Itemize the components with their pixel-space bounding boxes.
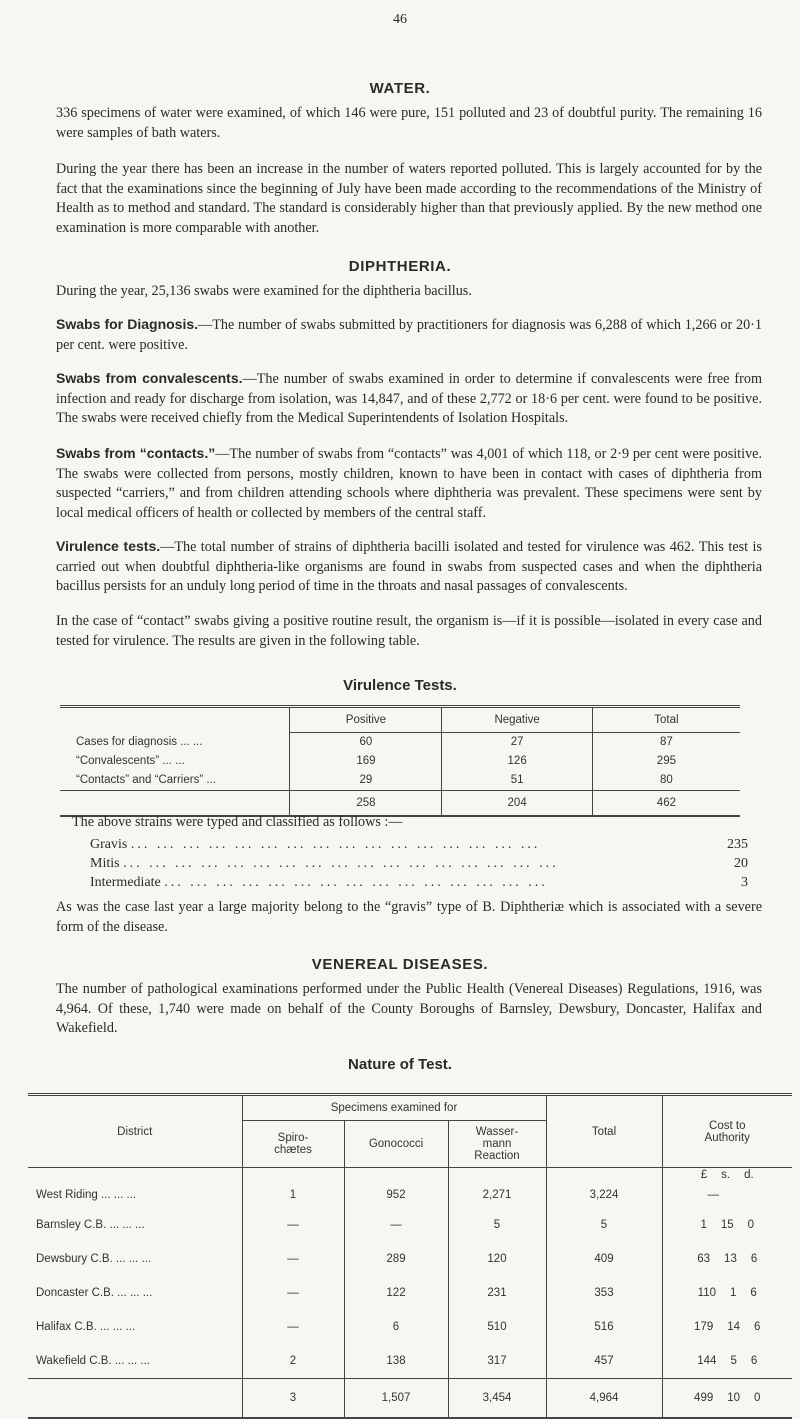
table-row (28, 1276, 792, 1310)
total-wassermann: 3,454 (448, 1378, 546, 1418)
total-positive: 258 (290, 790, 442, 816)
diagnosis-text: —The number of swabs submitted by practitioners for diagnosis was 6,288 of which 1,266 or 20·1 per cent. were positive. (56, 317, 762, 353)
virulence-table-caption: Virulence Tests. (343, 677, 457, 694)
district-name: Wakefield C.B. ... ... ... (36, 1354, 150, 1367)
cell-value: 169 (290, 752, 442, 771)
district-name: West Riding ... ... ... (36, 1189, 137, 1201)
cost-pence: 0 (754, 1391, 761, 1404)
cell-value: — (242, 1276, 344, 1310)
contacts-lead: Swabs from “contacts.” (56, 445, 216, 461)
district-name: Doncaster C.B. ... ... ... (36, 1287, 153, 1299)
virulence-paragraph (56, 537, 762, 597)
cell-value: 2,271 (448, 1182, 546, 1208)
convalescents-paragraph (56, 369, 762, 429)
list-item: Gravis ... ... ... ... ... ... ... ... ... ... ... ... ... ... ... ... 235 (90, 837, 748, 856)
total-spirochaetes: 3 (242, 1378, 344, 1418)
strain-name: Mitis (90, 856, 120, 871)
cell-value: 122 (344, 1276, 448, 1310)
cell-value: 1 (242, 1182, 344, 1208)
cell-value: 3,224 (546, 1182, 662, 1208)
virulence-header-total: Total (592, 707, 740, 733)
cost-pounds: 499 (694, 1391, 714, 1404)
table-row (60, 732, 740, 752)
diagnosis-paragraph (56, 315, 762, 355)
currency-pounds: £ (700, 1169, 708, 1181)
water-paragraph-1: 336 specimens of water were examined, of which 146 were pure, 151 polluted and 23 of doubtful purity. The remaining 16 were samples of bath waters. (56, 105, 762, 141)
diphtheria-intro: During the year, 25,136 swabs were examined for the diphtheria bacillus. (56, 283, 472, 299)
table-row (60, 771, 740, 791)
header-cost: Cost to Authority (662, 1095, 792, 1168)
district-name: Barnsley C.B. ... ... ... (36, 1219, 145, 1231)
table-row (60, 752, 740, 771)
cell-value: — (344, 1208, 448, 1242)
currency-row (28, 1168, 792, 1183)
cost-shillings: 10 (727, 1391, 741, 1404)
cell-value: 409 (546, 1242, 662, 1276)
cell-value: 80 (592, 771, 740, 791)
cell-value: 60 (290, 732, 442, 752)
cost-pence: 6 (750, 1287, 757, 1299)
cost-shillings: 5 (730, 1354, 737, 1367)
cell-value: 510 (448, 1310, 546, 1344)
total-gonococci: 1,507 (344, 1378, 448, 1418)
cell-value: 295 (592, 752, 740, 771)
header-district: District (28, 1095, 242, 1168)
venereal-paragraph: The number of pathological examinations performed under the Public Health (Venereal Diseases) Regulations, 1916, was 4,964. Of these, 1,740 were made on behalf of the County Boroughs of Barnsley, Dewsbury, Doncaster, Halifax and Wakefield. (56, 981, 762, 1037)
cell-value: 138 (344, 1344, 448, 1378)
strain-list (90, 837, 748, 894)
totals-row (60, 790, 740, 816)
currency-pence: d. (744, 1169, 754, 1181)
cost-pounds: 1 (700, 1219, 707, 1231)
convalescents-text: —The number of swabs examined in order to determine if convalescents were free from infection and ready for discharge from isolation, was 14,847, and of these 2,772 or 18·6 per cent. were found to be positive. The swabs were received chiefly from the Medical Superintendents of Isolation Hospitals. (56, 371, 762, 427)
strains-intro: The above strains were typed and classified as follows :— (72, 814, 403, 830)
convalescents-lead: Swabs from convalescents. (56, 370, 243, 386)
cell-value: 317 (448, 1344, 546, 1378)
total-negative: 204 (442, 790, 592, 816)
virulence-lead: Virulence tests. (56, 538, 161, 554)
cost-pounds: — (707, 1189, 719, 1201)
virulence-text: —The total number of strains of diphtheria bacilli isolated and tested for virulence was 462. This test is carried out when doubtful diphtheria-like organisms are found in swabs from suspected cases and when the diphtheria bacillus persists for an unduly long period of time in the throats and nasal passages of convalescents. (56, 539, 762, 595)
table-row (28, 1310, 792, 1344)
cell-value: 27 (442, 732, 592, 752)
cost-shillings: 1 (730, 1287, 737, 1299)
cost-pounds: 110 (697, 1287, 717, 1299)
total-all: 4,964 (546, 1378, 662, 1418)
cell-value: 120 (448, 1242, 546, 1276)
table-row (28, 1242, 792, 1276)
header-specimens: Specimens examined for (242, 1095, 546, 1121)
page-number: 46 (393, 12, 407, 27)
currency-shillings: s. (721, 1169, 731, 1181)
table-row (28, 1344, 792, 1378)
cost-pounds: 63 (697, 1253, 711, 1265)
row-label: “Convalescents” ... ... (76, 755, 185, 767)
contacts-paragraph (56, 444, 762, 523)
cell-value: 231 (448, 1276, 546, 1310)
venereal-heading: VENEREAL DISEASES. (311, 956, 489, 973)
header-gonococci: Gonococci (344, 1121, 448, 1168)
cell-value: 457 (546, 1344, 662, 1378)
contact-result-paragraph: In the case of “contact” swabs giving a positive routine result, the organism is—if it is possible—isolated in every case and tested for virulence. The results are given in the following table. (56, 613, 762, 649)
strain-name: Intermediate (90, 875, 161, 890)
water-paragraph-2: During the year there has been an increase in the number of waters reported polluted. This is largely accounted for by the fact that the examinations since the beginning of July have been made according to the recommendations of the Ministry of Health as to method and standard. The standard is considerably higher than that previously applied. By the new method one examination is more comparable with another. (56, 161, 762, 236)
cell-value: 29 (290, 771, 442, 791)
district-name: Halifax C.B. ... ... ... (36, 1321, 136, 1333)
cell-value: 353 (546, 1276, 662, 1310)
cost-shillings: 15 (720, 1219, 734, 1231)
cell-value: 2 (242, 1344, 344, 1378)
test-table-caption: Nature of Test. (348, 1056, 452, 1073)
virulence-header-positive: Positive (290, 707, 442, 733)
strain-count: 235 (727, 837, 748, 852)
diphtheria-heading: DIPHTHERIA. (348, 258, 452, 275)
cell-value: 6 (344, 1310, 448, 1344)
table-row (28, 1182, 792, 1208)
district-name: Dewsbury C.B. ... ... ... (36, 1253, 152, 1265)
cell-value: 289 (344, 1242, 448, 1276)
cell-value: 952 (344, 1182, 448, 1208)
cell-value: 5 (448, 1208, 546, 1242)
cell-value: 126 (442, 752, 592, 771)
cell-value: — (242, 1242, 344, 1276)
cell-value: 87 (592, 732, 740, 752)
total-all: 462 (592, 790, 740, 816)
row-label: “Contacts” and “Carriers” ... (76, 774, 216, 786)
cell-value: — (242, 1208, 344, 1242)
header-wassermann: Wasser- mann Reaction (448, 1121, 546, 1168)
water-heading: WATER. (369, 80, 431, 97)
list-item: Intermediate ... ... ... ... ... ... ... ... ... ... ... ... ... ... ... 3 (90, 875, 748, 894)
strains-conclusion: As was the case last year a large majority belong to the “gravis” type of B. Diphtheriæ which is associated with a severe form of the disease. (56, 899, 762, 935)
cost-pence: 6 (750, 1253, 758, 1265)
nature-of-test-table (28, 1093, 792, 1419)
header-total: Total (546, 1095, 662, 1168)
cost-pence: 6 (750, 1354, 758, 1367)
strain-count: 3 (741, 875, 748, 890)
contacts-text: —The number of swabs from “contacts” was 4,001 of which 118, or 2·9 per cent were positive. The swabs were collected from persons, mostly children, known to have been in contact with cases of diphtheria from suspected “carriers,” and from children attending schools where diphtheria was prevalent. These specimens were sent by local medical officers of health or collected by members of the central staff. (56, 446, 763, 521)
list-item: Mitis ... ... ... ... ... ... ... ... ... ... ... ... ... ... ... ... ... 20 (90, 856, 748, 875)
cost-shillings: 14 (727, 1321, 741, 1333)
cost-pounds: 179 (694, 1321, 714, 1333)
virulence-table (60, 705, 740, 817)
table-row (28, 1208, 792, 1242)
strain-name: Gravis (90, 837, 128, 852)
cell-value: 51 (442, 771, 592, 791)
row-label: Cases for diagnosis ... ... (76, 735, 203, 748)
cost-pence: 6 (754, 1321, 761, 1333)
diagnosis-lead: Swabs for Diagnosis. (56, 316, 199, 332)
strain-count: 20 (734, 856, 748, 871)
cost-shillings: 13 (724, 1253, 737, 1265)
cell-value: 5 (546, 1208, 662, 1242)
cell-value: — (242, 1310, 344, 1344)
totals-row (28, 1378, 792, 1418)
virulence-header-negative: Negative (442, 707, 592, 733)
cell-value: 516 (546, 1310, 662, 1344)
cost-pence: 0 (747, 1219, 755, 1231)
cost-pounds: 144 (697, 1354, 717, 1367)
header-spirochaetes: Spiro- chætes (242, 1121, 344, 1168)
